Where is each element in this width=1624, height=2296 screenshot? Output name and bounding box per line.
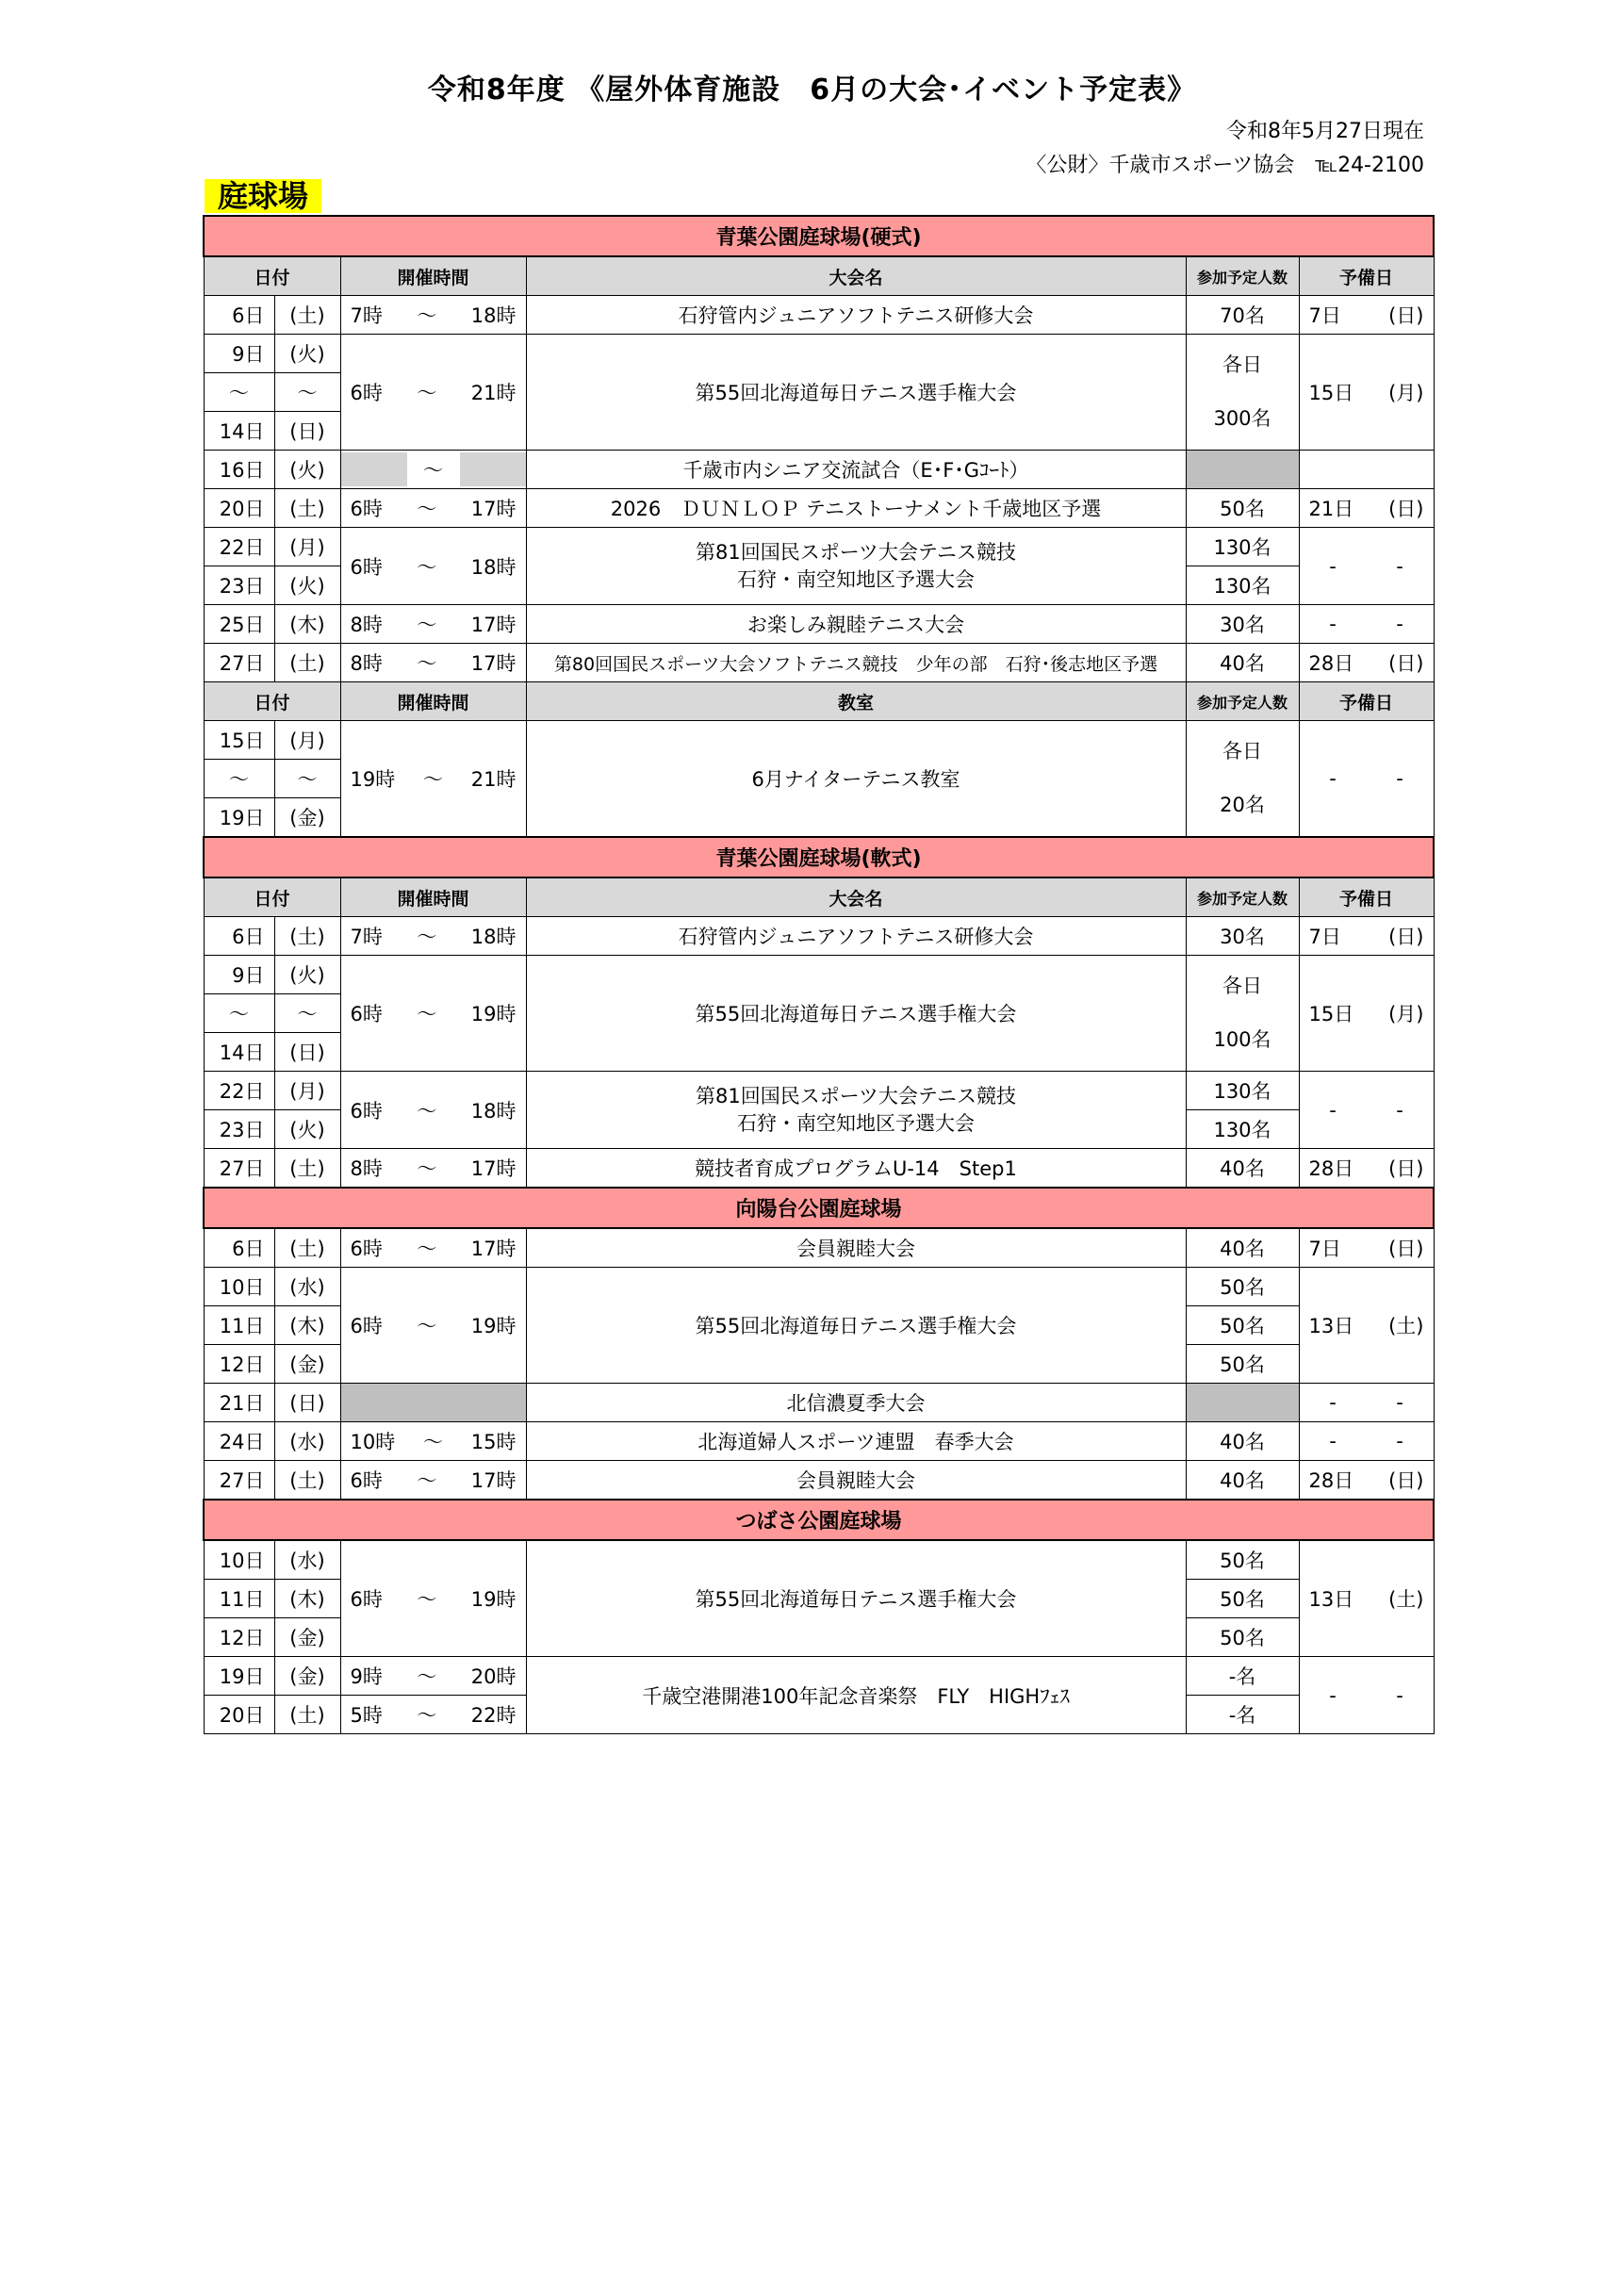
date-day: 10日 xyxy=(204,1268,274,1306)
people-count: 40名 xyxy=(1186,1149,1299,1189)
reserve-day: 21日 (日) xyxy=(1299,489,1434,528)
date-weekday: (火) xyxy=(274,451,340,489)
date-weekday: (水) xyxy=(274,1540,340,1580)
date-weekday: (土) xyxy=(274,1696,340,1734)
time-range: 19時 ～ 21時 xyxy=(340,721,526,838)
reserve-day: 15日 (月) xyxy=(1299,335,1434,451)
col-people: 参加予定人数 xyxy=(1186,877,1299,917)
reserve-day: 7日 (日) xyxy=(1299,296,1434,335)
date-weekday: (月) xyxy=(274,1072,340,1110)
date-day: 14日 xyxy=(204,412,274,451)
date-weekday: (土) xyxy=(274,1461,340,1501)
table-row xyxy=(204,1149,1434,1189)
event-name: 第55回北海道毎日テニス選手権大会 xyxy=(526,1540,1186,1657)
event-name: 北信濃夏季大会 xyxy=(526,1384,1186,1422)
date-day: 6日 xyxy=(204,296,274,335)
table-row xyxy=(204,956,1434,994)
time-range: 5時 ～ 22時 xyxy=(340,1696,526,1734)
table-row xyxy=(204,1228,1434,1268)
table-row xyxy=(204,721,1434,760)
col-time: 開催時間 xyxy=(340,682,526,721)
schedule-table xyxy=(203,215,1435,1734)
date-day: 27日 xyxy=(204,644,274,682)
date-day: 15日 xyxy=(204,721,274,760)
col-time: 開催時間 xyxy=(340,877,526,917)
date-weekday: (日) xyxy=(274,412,340,451)
event-name: 第81回国民スポーツ大会テニス競技 石狩・南空知地区予選大会 xyxy=(526,528,1186,605)
date-day: 21日 xyxy=(204,1384,274,1422)
reserve-day: - - xyxy=(1299,605,1434,644)
table-row xyxy=(204,1268,1434,1306)
date-range-mark: ～ xyxy=(274,994,340,1033)
date-weekday: (日) xyxy=(274,1384,340,1422)
date-range-mark: ～ xyxy=(204,994,274,1033)
date-weekday: (火) xyxy=(274,566,340,605)
date-day: 27日 xyxy=(204,1461,274,1501)
column-header-row xyxy=(204,682,1434,721)
table-row xyxy=(204,528,1434,566)
event-name: 第55回北海道毎日テニス選手権大会 xyxy=(526,335,1186,451)
date-day: 6日 xyxy=(204,917,274,956)
date-weekday: (火) xyxy=(274,956,340,994)
people-count: 30名 xyxy=(1186,917,1299,956)
time-range: 6時 ～ 19時 xyxy=(340,956,526,1072)
time-range: 10時 ～ 15時 xyxy=(340,1422,526,1461)
date-day: 16日 xyxy=(204,451,274,489)
date-weekday: (水) xyxy=(274,1268,340,1306)
date-day: 23日 xyxy=(204,1110,274,1149)
event-name: 第55回北海道毎日テニス選手権大会 xyxy=(526,1268,1186,1384)
date-day: 20日 xyxy=(204,489,274,528)
date-day: 11日 xyxy=(204,1580,274,1618)
venue-name: 青葉公園庭球場(硬式) xyxy=(204,216,1434,256)
people-count: 50名 xyxy=(1186,489,1299,528)
col-date: 日付 xyxy=(204,682,340,721)
people-count: 50名 xyxy=(1186,1268,1299,1306)
people-count xyxy=(1186,1384,1299,1422)
date-weekday: (月) xyxy=(274,721,340,760)
date-weekday: (水) xyxy=(274,1422,340,1461)
page-title: 令和8年度 《屋外体育施設 6月の大会･イベント予定表》 xyxy=(427,74,1197,107)
table-row xyxy=(204,1072,1434,1110)
date-weekday: (火) xyxy=(274,1110,340,1149)
event-name: 石狩管内ジュニアソフトテニス研修大会 xyxy=(526,296,1186,335)
people-count: 40名 xyxy=(1186,1461,1299,1501)
people-count: 各日 20名 xyxy=(1186,721,1299,838)
date-range-mark: ～ xyxy=(274,760,340,798)
time-range: 6時 ～ 19時 xyxy=(340,1540,526,1657)
people-count: 各日 100名 xyxy=(1186,956,1299,1072)
event-name: 第80回国民スポーツ大会ソフトテニス競技 少年の部 石狩･後志地区予選 xyxy=(526,644,1186,682)
col-date: 日付 xyxy=(204,877,340,917)
table-row xyxy=(204,1540,1434,1580)
date-weekday: (土) xyxy=(274,296,340,335)
time-range: 8時 ～ 17時 xyxy=(340,605,526,644)
class-name: 6月ナイターテニス教室 xyxy=(526,721,1186,838)
time-range: ～ xyxy=(340,451,526,489)
column-header-row xyxy=(204,256,1434,296)
time-range: 6時 ～ 17時 xyxy=(340,489,526,528)
col-people: 参加予定人数 xyxy=(1186,256,1299,296)
time-range: 6時 ～ 19時 xyxy=(340,1268,526,1384)
col-date: 日付 xyxy=(204,256,340,296)
people-count: 50名 xyxy=(1186,1580,1299,1618)
people-count: -名 xyxy=(1186,1657,1299,1696)
table-row xyxy=(204,917,1434,956)
table-row xyxy=(204,451,1434,489)
date-day: 9日 xyxy=(204,956,274,994)
people-count: 50名 xyxy=(1186,1306,1299,1345)
reserve-day: 7日 (日) xyxy=(1299,1228,1434,1268)
date-weekday: (木) xyxy=(274,1580,340,1618)
venue-header xyxy=(204,1188,1434,1228)
date-weekday: (土) xyxy=(274,1149,340,1189)
event-name: 競技者育成プログラムU-14 Step1 xyxy=(526,1149,1186,1189)
time-range: 7時 ～ 18時 xyxy=(340,917,526,956)
time-range: 8時 ～ 17時 xyxy=(340,1149,526,1189)
reserve-day: 7日 (日) xyxy=(1299,917,1434,956)
event-name: 2026 ＤＵＮＬＯＰ テニストーナメント千歳地区予選 xyxy=(526,489,1186,528)
time-range: 6時 ～ 18時 xyxy=(340,1072,526,1149)
date-day: 19日 xyxy=(204,798,274,838)
reserve-day: - - xyxy=(1299,1422,1434,1461)
as-of-date: 令和8年5月27日現在 xyxy=(1226,120,1424,143)
people-count: 130名 xyxy=(1186,566,1299,605)
date-day: 20日 xyxy=(204,1696,274,1734)
date-range-mark: ～ xyxy=(204,760,274,798)
date-weekday: (土) xyxy=(274,917,340,956)
people-count: 50名 xyxy=(1186,1540,1299,1580)
time-range: 6時 ～ 21時 xyxy=(340,335,526,451)
col-event: 大会名 xyxy=(526,256,1186,296)
date-day: 12日 xyxy=(204,1345,274,1384)
venue-header xyxy=(204,837,1434,877)
date-day: 12日 xyxy=(204,1618,274,1657)
time-range xyxy=(340,1384,526,1422)
col-time: 開催時間 xyxy=(340,256,526,296)
col-event: 大会名 xyxy=(526,877,1186,917)
date-weekday: (土) xyxy=(274,489,340,528)
date-day: 27日 xyxy=(204,1149,274,1189)
venue-name: つばさ公園庭球場 xyxy=(204,1500,1434,1540)
date-weekday: (日) xyxy=(274,1033,340,1072)
reserve-day xyxy=(1299,451,1434,489)
time-range: 6時 ～ 18時 xyxy=(340,528,526,605)
date-day: 22日 xyxy=(204,528,274,566)
date-day: 19日 xyxy=(204,1657,274,1696)
col-class: 教室 xyxy=(526,682,1186,721)
event-name: 石狩管内ジュニアソフトテニス研修大会 xyxy=(526,917,1186,956)
col-people: 参加予定人数 xyxy=(1186,682,1299,721)
date-weekday: (木) xyxy=(274,1306,340,1345)
reserve-day: - - xyxy=(1299,528,1434,605)
time-range: 9時 ～ 20時 xyxy=(340,1657,526,1696)
event-name: 会員親睦大会 xyxy=(526,1228,1186,1268)
table-row xyxy=(204,1657,1434,1696)
date-weekday: (金) xyxy=(274,1345,340,1384)
reserve-day: 15日 (月) xyxy=(1299,956,1434,1072)
time-range: 6時 ～ 17時 xyxy=(340,1461,526,1501)
date-day: 11日 xyxy=(204,1306,274,1345)
date-weekday: (金) xyxy=(274,1657,340,1696)
table-row xyxy=(204,296,1434,335)
venue-header xyxy=(204,1500,1434,1540)
date-day: 6日 xyxy=(204,1228,274,1268)
reserve-day: - - xyxy=(1299,1072,1434,1149)
col-reserve: 予備日 xyxy=(1299,877,1434,917)
reserve-day: 28日 (日) xyxy=(1299,1461,1434,1501)
date-weekday: (金) xyxy=(274,798,340,838)
people-count: 130名 xyxy=(1186,528,1299,566)
date-weekday: (金) xyxy=(274,1618,340,1657)
venue-header xyxy=(204,216,1434,256)
date-day: 14日 xyxy=(204,1033,274,1072)
people-count: 70名 xyxy=(1186,296,1299,335)
reserve-day: 13日 (土) xyxy=(1299,1540,1434,1657)
date-day: 23日 xyxy=(204,566,274,605)
people-count: 130名 xyxy=(1186,1110,1299,1149)
event-name: 第55回北海道毎日テニス選手権大会 xyxy=(526,956,1186,1072)
people-count: 50名 xyxy=(1186,1618,1299,1657)
people-count: 30名 xyxy=(1186,605,1299,644)
time-range: 8時 ～ 17時 xyxy=(340,644,526,682)
date-day: 10日 xyxy=(204,1540,274,1580)
organization-contact: 〈公財〉千歳市スポーツ協会 ℡24-2100 xyxy=(1025,154,1424,177)
date-day: 22日 xyxy=(204,1072,274,1110)
people-count: -名 xyxy=(1186,1696,1299,1734)
table-row xyxy=(204,489,1434,528)
reserve-day: - - xyxy=(1299,1657,1434,1734)
reserve-day: - - xyxy=(1299,1384,1434,1422)
event-name: 北海道婦人スポーツ連盟 春季大会 xyxy=(526,1422,1186,1461)
section-label: 庭球場 xyxy=(205,179,321,213)
date-range-mark: ～ xyxy=(204,373,274,412)
people-count: 40名 xyxy=(1186,1422,1299,1461)
time-range: 7時 ～ 18時 xyxy=(340,296,526,335)
event-name: 千歳空港開港100年記念音楽祭 FLY HIGHﾌｪｽ xyxy=(526,1657,1186,1734)
date-weekday: (火) xyxy=(274,335,340,373)
col-reserve: 予備日 xyxy=(1299,256,1434,296)
event-name: 会員親睦大会 xyxy=(526,1461,1186,1501)
reserve-day: - - xyxy=(1299,721,1434,838)
date-range-mark: ～ xyxy=(274,373,340,412)
people-count: 40名 xyxy=(1186,1228,1299,1268)
reserve-day: 28日 (日) xyxy=(1299,1149,1434,1189)
event-name: お楽しみ親睦テニス大会 xyxy=(526,605,1186,644)
column-header-row xyxy=(204,877,1434,917)
people-count: 50名 xyxy=(1186,1345,1299,1384)
people-count xyxy=(1186,451,1299,489)
people-count: 130名 xyxy=(1186,1072,1299,1110)
date-day: 9日 xyxy=(204,335,274,373)
event-name: 第81回国民スポーツ大会テニス競技 石狩・南空知地区予選大会 xyxy=(526,1072,1186,1149)
event-name: 千歳市内シニア交流試合（E･F･Gｺｰﾄ） xyxy=(526,451,1186,489)
date-weekday: (月) xyxy=(274,528,340,566)
people-count: 40名 xyxy=(1186,644,1299,682)
venue-name: 向陽台公園庭球場 xyxy=(204,1188,1434,1228)
table-row xyxy=(204,1422,1434,1461)
date-day: 24日 xyxy=(204,1422,274,1461)
people-count: 各日 300名 xyxy=(1186,335,1299,451)
time-range: 6時 ～ 17時 xyxy=(340,1228,526,1268)
venue-name: 青葉公園庭球場(軟式) xyxy=(204,837,1434,877)
reserve-day: 28日 (日) xyxy=(1299,644,1434,682)
table-row xyxy=(204,335,1434,373)
table-row xyxy=(204,605,1434,644)
date-weekday: (土) xyxy=(274,644,340,682)
date-weekday: (木) xyxy=(274,605,340,644)
reserve-day: 13日 (土) xyxy=(1299,1268,1434,1384)
table-row xyxy=(204,644,1434,682)
date-weekday: (土) xyxy=(274,1228,340,1268)
col-reserve: 予備日 xyxy=(1299,682,1434,721)
table-row xyxy=(204,1461,1434,1501)
table-row xyxy=(204,1384,1434,1422)
date-day: 25日 xyxy=(204,605,274,644)
